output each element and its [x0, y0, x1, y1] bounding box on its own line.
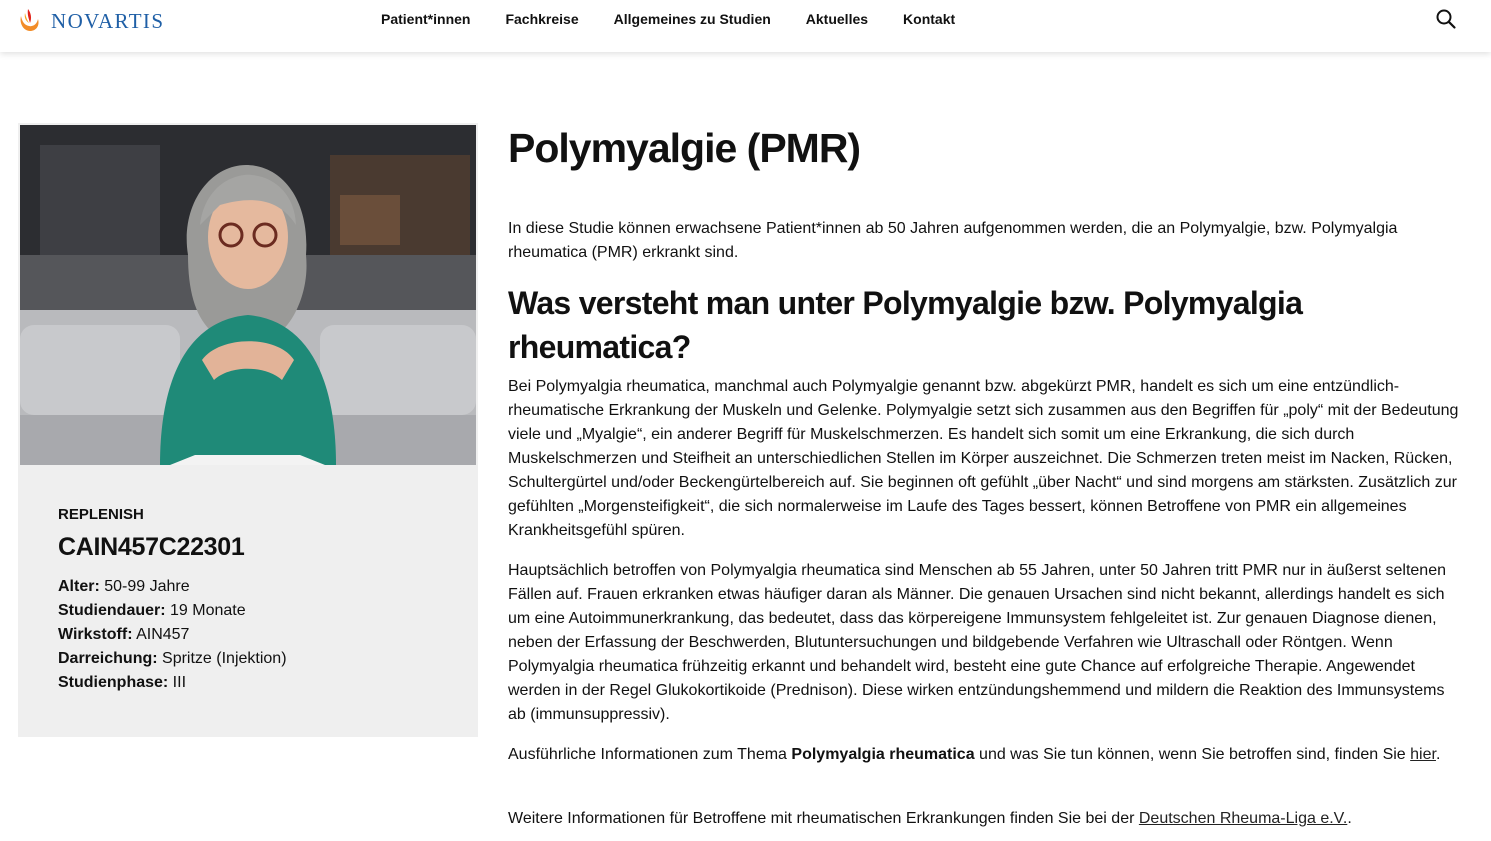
text: .	[1347, 810, 1352, 827]
fact-key: Alter:	[58, 578, 100, 595]
study-facts	[58, 575, 287, 695]
patient-photo	[20, 125, 476, 465]
site-header	[0, 0, 1491, 52]
fact-value: Spritze (Injektion)	[157, 650, 287, 667]
nav-item-allgemeines-zu-studien[interactable]: Allgemeines zu Studien	[613, 11, 771, 27]
fact-wirkstoff	[58, 623, 287, 647]
nav-item-patienten[interactable]: Patient*innen	[381, 11, 471, 27]
page-title: Polymyalgie (PMR)	[508, 125, 861, 171]
intro-paragraph: In diese Studie können erwachsene Patient*innen ab 50 Jahren aufgenommen werden, die an Polymyalgie, bzw. Polymyalgia rheumatica (PMR) erkrankt sind.	[508, 220, 1398, 261]
link-rheuma-liga[interactable]: Deutschen Rheuma-Liga e.V.	[1138, 810, 1348, 827]
fact-value: AIN457	[132, 626, 190, 643]
novartis-flame-icon	[17, 7, 41, 33]
main-nav	[381, 10, 955, 28]
search-icon[interactable]	[1435, 8, 1457, 30]
paragraph-rheuma-liga	[508, 807, 1460, 831]
fact-alter	[58, 575, 287, 599]
study-label: REPLENISH	[58, 506, 144, 523]
text: Weitere Informationen für Betroffene mit rheumatischen Erkrankungen finden Sie bei der	[508, 810, 1139, 827]
brand-name: NOVARTIS	[51, 9, 165, 33]
fact-darreichung	[58, 647, 287, 671]
study-card	[18, 123, 478, 737]
fact-value: 50-99 Jahre	[99, 578, 190, 595]
fact-key: Studiendauer:	[58, 602, 166, 619]
text: .	[1435, 746, 1441, 763]
fact-studienphase	[58, 671, 287, 695]
novartis-logo[interactable]	[17, 5, 164, 34]
fact-key: Darreichung:	[58, 650, 158, 667]
paragraph-definition: Bei Polymyalgia rheumatica, manchmal auch Polymyalgie genannt bzw. abgekürzt PMR, handelt es sich um eine entzündlich-rheumatische Erkrankung der Muskeln und Gelenke. Polymyalgie setzt sich zusammen aus den Begriffen für „poly“ mit der Bedeutung viele und „Myalgie“, ein anderer Begriff für Muskelschmerzen. Es handelt sich somit um eine Erkrankung, die sich durch Muskelschmerzen und Steifheit an unterschiedlichen Stellen im Körper auszeichnet. Die Schmerzen treten meist im Nacken, Rücken, Schultergürtel und/oder Beckengürtelbereich auf. Sie beginnen oft gefühlt „über Nacht“ und sind morgens am stärksten. Zusätzlich zur gefühlten „Morgensteifigkeit“, die sich normalerweise im Laufe des Tages bessert, können Betroffene von PMR ein allgemeines Krankheitsgefühl spüren.	[508, 378, 1459, 539]
section-heading: Was versteht man unter Polymyalgie bzw. Polymyalgia rheumatica?	[508, 285, 1303, 365]
nav-item-fachkreise[interactable]: Fachkreise	[505, 11, 579, 27]
fact-key: Wirkstoff:	[58, 626, 133, 643]
paragraph-causes: Hauptsächlich betroffen von Polymyalgia rheumatica sind Menschen ab 55 Jahren, unter 50 Jahren tritt PMR nur in äußerst seltenen Fällen auf. Frauen erkranken etwas häufiger daran als Männer. Die genauen Ursachen sind nicht bekannt, allerdings handelt es sich um eine Autoimmunerkrankung, das bedeutet, dass das körpereigene Immunsystem fehlgeleitet ist. Zur genauen Diagnose dienen, neben der Erfassung der Beschwerden, Blutuntersuchungen und bildgebende Verfahren wie Ultraschall oder Röntgen. Wenn Polymyalgia rheumatica frühzeitig erkannt und behandelt wird, besteht eine gute Chance auf erfolgreiche Therapie. Angewendet werden in der Regel Glukokortikoide (Prednison). Diese wirken entzündungshemmend und mildern die Reaktion des Immunsystems ab (immunsuppressiv).	[508, 562, 1446, 723]
paragraph-more-info	[508, 743, 1460, 767]
fact-studiendauer	[58, 599, 287, 623]
study-code: CAIN457C22301	[58, 533, 245, 561]
fact-value: 19 Monate	[165, 602, 246, 619]
nav-item-aktuelles[interactable]: Aktuelles	[805, 11, 869, 27]
text: Ausführliche Informationen zum Thema	[508, 746, 792, 763]
fact-key: Studienphase:	[58, 674, 169, 691]
bold-term: Polymyalgia rheumatica	[791, 746, 975, 763]
text: und was Sie tun können, wenn Sie betroffen sind, finden Sie	[974, 746, 1411, 763]
fact-value: III	[168, 674, 187, 691]
link-hier[interactable]: hier	[1410, 746, 1436, 763]
nav-item-kontakt[interactable]: Kontakt	[903, 11, 956, 27]
